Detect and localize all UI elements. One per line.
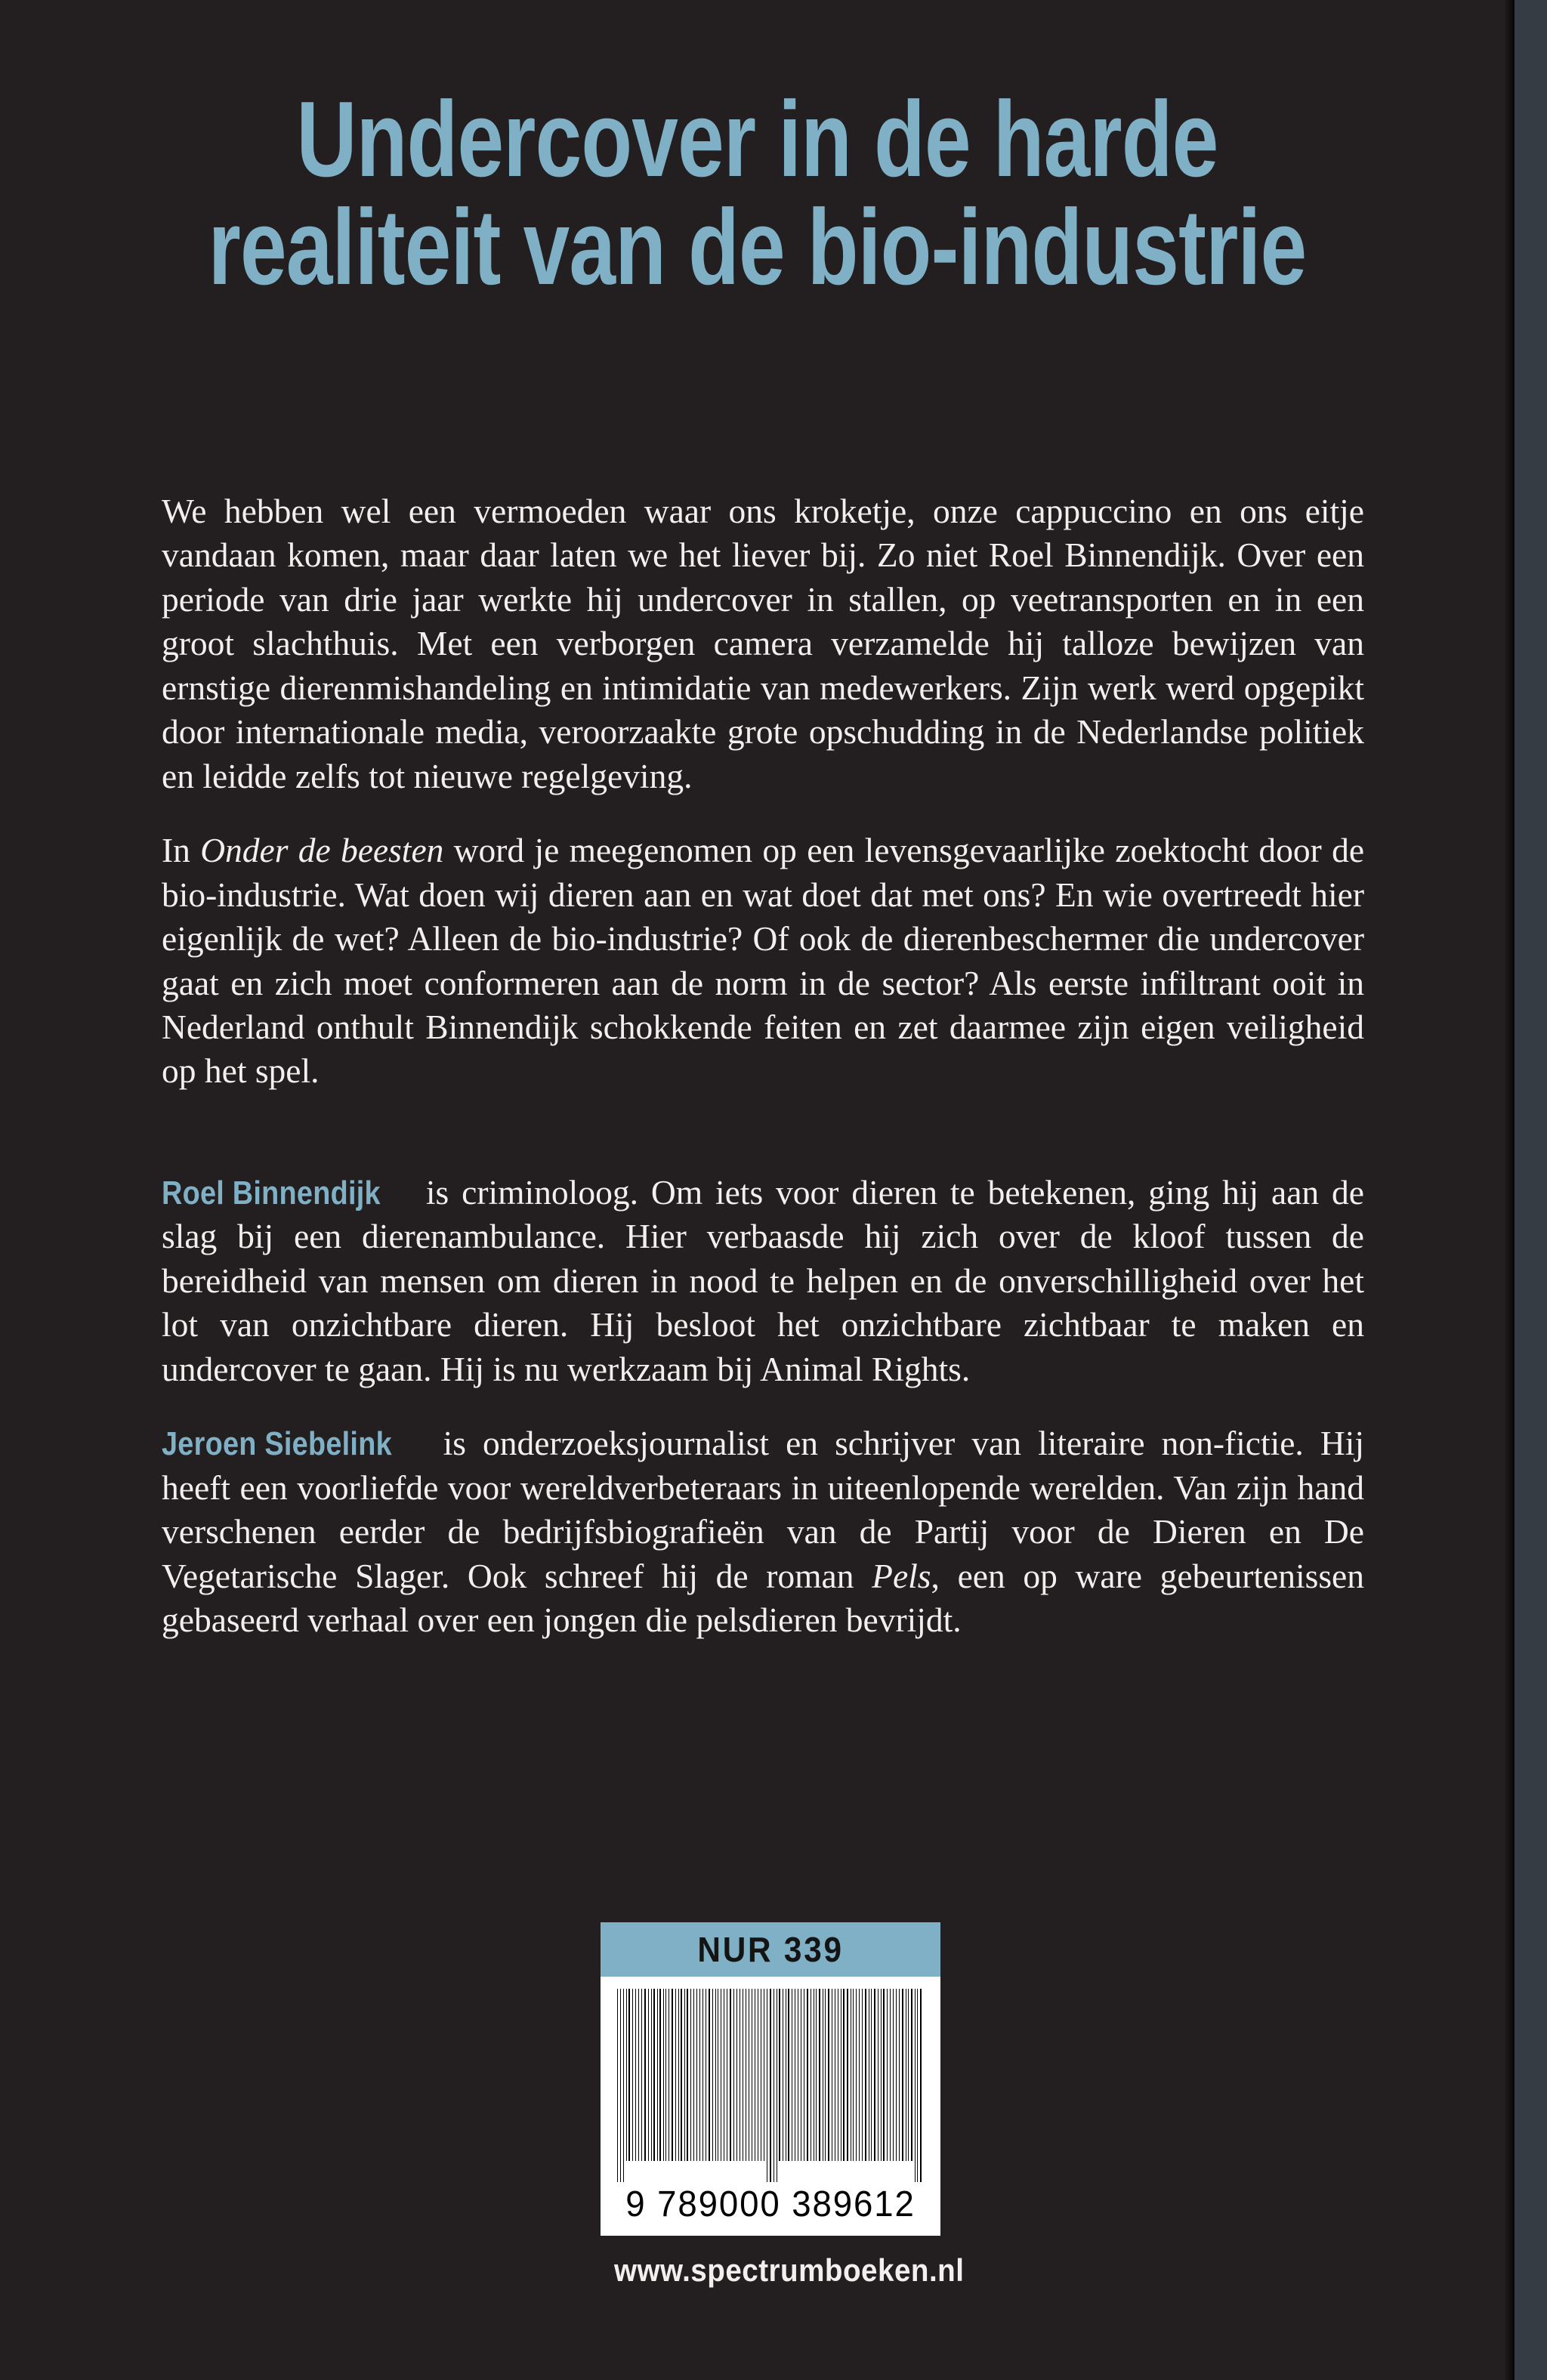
barcode-bar xyxy=(920,1989,922,2182)
barcode-bar xyxy=(702,1989,703,2161)
author-bio-text-jeroen-post: , een op ware gebeurtenissen gebaseerd verhaal over een jongen die pelsdieren bevrijdt. xyxy=(162,1556,1364,1640)
barcode-bar xyxy=(816,1989,817,2161)
barcode-bar xyxy=(653,1989,654,2161)
isbn-number: 9 789000 389612 xyxy=(625,2184,916,2224)
barcode-bar xyxy=(856,1989,857,2161)
barcode-bar xyxy=(644,1989,646,2161)
barcode-bar xyxy=(730,1989,731,2161)
barcode-bar xyxy=(862,1989,863,2161)
barcode-bar xyxy=(715,1989,716,2161)
barcode-bar xyxy=(871,1989,872,2161)
cover-edge-shadow xyxy=(1504,0,1515,2380)
barcode-bar xyxy=(699,1989,700,2161)
barcode-bar xyxy=(887,1989,888,2161)
blurb-p2-post: word je meegenomen op een levensgevaarlijke zoektocht door de bio-industrie. Wat doen wij dieren aan en wat doet dat met ons? En wie overtreedt hier eigenlijk de wet? Alleen de bio-industrie? Of ook de dierenbeschermer die undercover gaat en zich moet conformeren aan de norm in de sector? Als eerste infiltrant ooit in Nederland onthult Binnendijk schokkende feiten en zet daarmee zijn eigen veiligheid op het spel. xyxy=(162,831,1365,1091)
barcode-bar xyxy=(620,1989,621,2182)
barcode-bar xyxy=(635,1989,636,2161)
barcode-bar xyxy=(825,1989,826,2161)
author-bio-text-roel: is criminoloog. Om iets voor dieren te betekenen, ging hij aan de slag bij een dierenambulance. Hier verbaasde hij zich over de kloof tussen de bereidheid van mensen om dieren in nood te helpen en de onverschilligheid over het lot van onzichtbare dieren. Hij besloot het onzichtbare zichtbaar te maken en undercover te gaan. Hij is nu werkzaam bij Animal Rights. xyxy=(162,1172,1364,1388)
barcode-bar xyxy=(659,1989,660,2161)
barcode-bar xyxy=(709,1989,710,2161)
barcode-bar xyxy=(696,1989,697,2161)
barcode-bar xyxy=(788,1989,789,2161)
back-cover-text xyxy=(162,489,1364,1643)
barcode-bar xyxy=(623,1989,624,2182)
barcode-bar xyxy=(675,1989,676,2161)
barcode-bar xyxy=(770,1989,771,2182)
barcode-bar xyxy=(690,1989,691,2161)
barcode-bar xyxy=(843,1989,844,2161)
barcode-bar xyxy=(847,1989,848,2161)
barcode-bar xyxy=(819,1989,820,2161)
barcode-bars xyxy=(617,1989,924,2182)
barcode-bar xyxy=(632,1989,633,2161)
barcode-bar xyxy=(911,1989,912,2161)
barcode-bar xyxy=(915,1989,916,2182)
barcode-bar xyxy=(883,1989,885,2161)
barcode-bar xyxy=(828,1989,829,2161)
barcode-bar xyxy=(874,1989,875,2161)
barcode-bar xyxy=(712,1989,713,2161)
barcode-bar xyxy=(899,1989,900,2161)
barcode-bar xyxy=(626,1989,627,2161)
barcode-bar xyxy=(617,1989,618,2182)
barcode-bar xyxy=(733,1989,734,2161)
barcode-bar xyxy=(893,1989,894,2161)
author-name-roel-binnendijk: Roel Binnendijk xyxy=(162,1174,381,1212)
barcode-bar xyxy=(890,1989,891,2161)
title-line-2: realiteit van de bio-industrie xyxy=(208,187,1307,307)
barcode-bar xyxy=(641,1989,642,2161)
barcode-bar xyxy=(736,1989,737,2161)
book-title-onder-de-beesten: Onder de beesten xyxy=(200,831,444,870)
barcode-bar xyxy=(665,1989,666,2161)
author-name-jeroen-siebelink: Jeroen Siebelink xyxy=(162,1425,392,1463)
barcode-bar xyxy=(628,1989,630,2161)
barcode-bar xyxy=(859,1989,860,2161)
barcode-bar xyxy=(687,1989,688,2161)
barcode-bar xyxy=(807,1989,808,2161)
barcode-block xyxy=(601,1922,965,2289)
author-bio-text-jeroen-pre: is onderzoeksjournalist en schrijver van literaire non-fictie. Hij heeft een voorliefde voor wereldverbeteraars in uiteenlopende werelden. Van zijn hand verschenen eerder de bedrijfsbiografieën van de Partij voor de Dieren en De Vegetarische Slager. Ook schreef hij de roman xyxy=(162,1424,1364,1595)
blurb-paragraph-2 xyxy=(162,829,1364,1094)
book-page-block-edge xyxy=(1515,0,1547,2380)
nur-label: NUR 339 xyxy=(697,1930,844,1969)
bio-spacer xyxy=(162,1124,1364,1171)
barcode-bar xyxy=(865,1989,866,2161)
blurb-p2-pre: In xyxy=(162,831,201,870)
barcode-bar xyxy=(638,1989,639,2161)
author-bio-roel-binnendijk xyxy=(162,1171,1364,1391)
barcode-bar xyxy=(663,1989,664,2161)
barcode-bar xyxy=(908,1989,909,2161)
barcode-bar xyxy=(881,1989,882,2161)
barcode-panel xyxy=(601,1977,940,2236)
barcode-bar xyxy=(657,1989,658,2161)
barcode-bar xyxy=(752,1989,753,2161)
barcode-bar xyxy=(678,1989,679,2161)
barcode-bar xyxy=(672,1989,673,2161)
barcode-bar xyxy=(648,1989,649,2161)
barcode-bar xyxy=(693,1989,694,2161)
nur-band xyxy=(601,1922,940,1977)
barcode-bar xyxy=(779,1989,780,2161)
author-bio-jeroen-siebelink xyxy=(162,1422,1364,1642)
cover-title xyxy=(0,79,1515,307)
book-title-pels: Pels xyxy=(872,1556,931,1595)
barcode-bar xyxy=(853,1989,854,2161)
barcode-bar xyxy=(917,1989,918,2182)
barcode-bar xyxy=(902,1989,903,2161)
barcode-bar xyxy=(651,1989,652,2161)
barcode-bar xyxy=(896,1989,897,2161)
blurb-paragraph-1: We hebben wel een vermoeden waar ons kroketje, onze cappuccino en ons eitje vandaan komen, maar daar laten we het liever bij. Zo niet Roel Binnendijk. Over een periode van drie jaar werkte hij undercover in stallen, op veetransporten en in een groot slachthuis. Met een verborgen camera verzamelde hij talloze bewijzen van ernstige dierenmishandeling en intimidatie van medewerkers. Zijn werk werd opgepikt door internationale media, veroorzaakte grote opschudding in de Nederlandse politiek en leidde zelfs tot nieuwe regelgeving. xyxy=(162,492,1364,795)
publisher-website: www.spectrumboeken.nl xyxy=(614,2252,965,2288)
barcode-bar xyxy=(684,1989,685,2161)
title-line-1: Undercover in de harde xyxy=(296,79,1218,199)
